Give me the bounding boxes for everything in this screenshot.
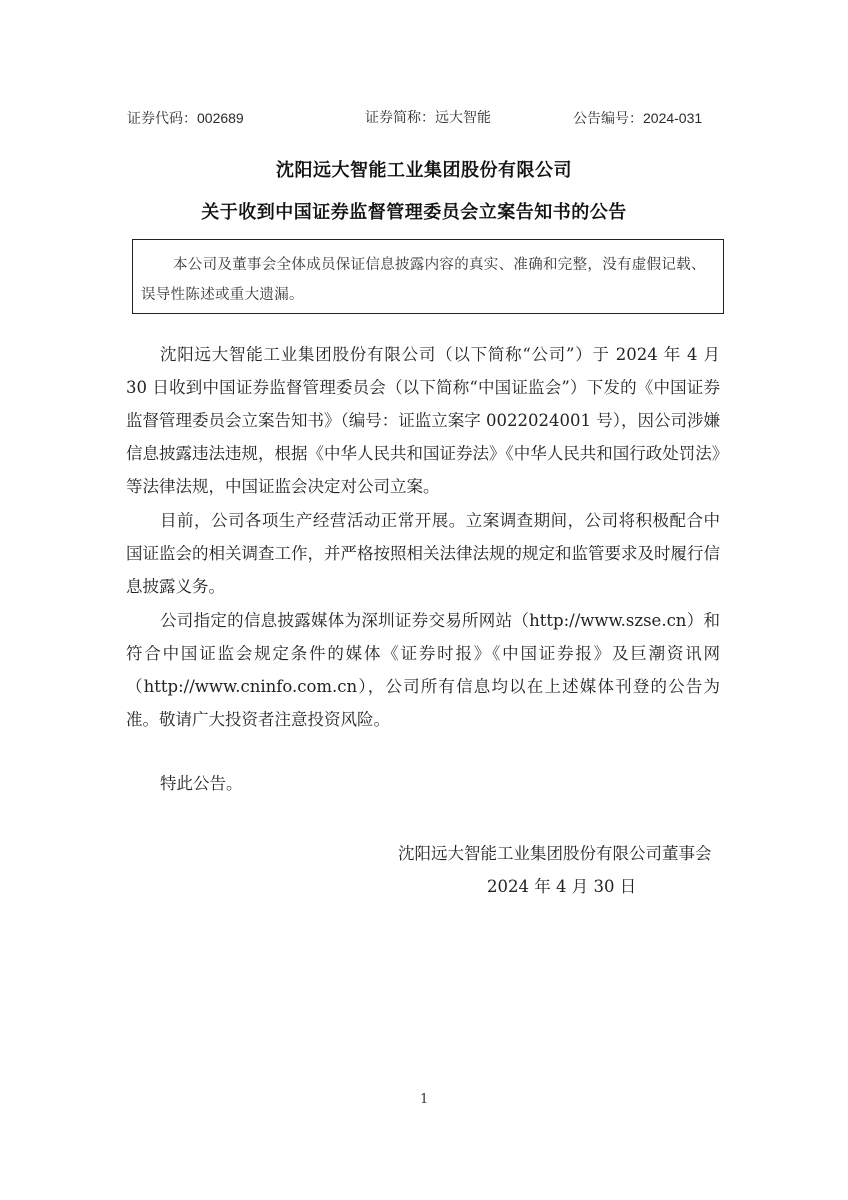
stock-abbr-value: 远大智能 — [435, 110, 491, 126]
body-paragraph-3 — [126, 604, 720, 736]
page-number: 1 — [420, 1092, 429, 1107]
company-title: 沈阳远大智能工业集团股份有限公司 — [276, 160, 572, 181]
announcement-number-label: 公告编号： — [573, 111, 643, 127]
closing-statement: 特此公告。 — [160, 774, 243, 793]
paragraph-text: 公司指定的信息披露媒体为深圳证券交易所网站（http://www.szse.cn）和符合中国证监会规定条件的媒体《证券时报》《中国证券报》及巨潮资讯网（http://www.cninfo.com.cn），公司所有信息均以在上述媒体刊登的公告为准。敬请广大投资者注意投资风险。 — [126, 611, 720, 729]
stock-abbr-field — [365, 107, 491, 129]
signature-issuer: 沈阳远大智能工业集团股份有限公司董事会 — [398, 844, 712, 863]
stock-code-value: 002689 — [197, 110, 244, 126]
announcement-subject-title: 关于收到中国证券监督管理委员会立案告知书的公告 — [201, 202, 627, 223]
disclaimer-text: 本公司及董事会全体成员保证信息披露内容的真实、准确和完整，没有虚假记载、误导性陈述或重大遗漏。 — [141, 257, 706, 303]
announcement-number-value: 2024-031 — [643, 110, 703, 126]
paragraph-text: 目前，公司各项生产经营活动正常开展。立案调查期间，公司将积极配合中国证监会的相关调查工作，并严格按照相关法律法规的规定和监管要求及时履行信息披露义务。 — [126, 511, 720, 596]
document-header — [0, 107, 848, 129]
body-paragraph-1 — [126, 338, 720, 503]
signature-date: 2024 年 4 月 30 日 — [487, 877, 637, 896]
stock-abbr-label: 证券简称： — [365, 110, 435, 126]
stock-code-field — [127, 107, 244, 130]
paragraph-text: 沈阳远大智能工业集团股份有限公司（以下简称“公司”）于 2024 年 4 月 30 日收到中国证券监督管理委员会（以下简称“中国证监会”）下发的《中国证券监督管理委员会立案告知书》（编号：证监立案字 0022024001 号），因公司涉嫌信息披露违法违规，根据《中华人民共和国证券法》《中华人民共和国行政处罚法》等法律法规，中国证监会决定对公司立案。 — [126, 345, 720, 496]
disclaimer-box — [132, 239, 724, 314]
body-paragraph-2 — [126, 504, 720, 603]
announcement-number-field — [573, 107, 702, 130]
stock-code-label: 证券代码： — [127, 111, 197, 127]
